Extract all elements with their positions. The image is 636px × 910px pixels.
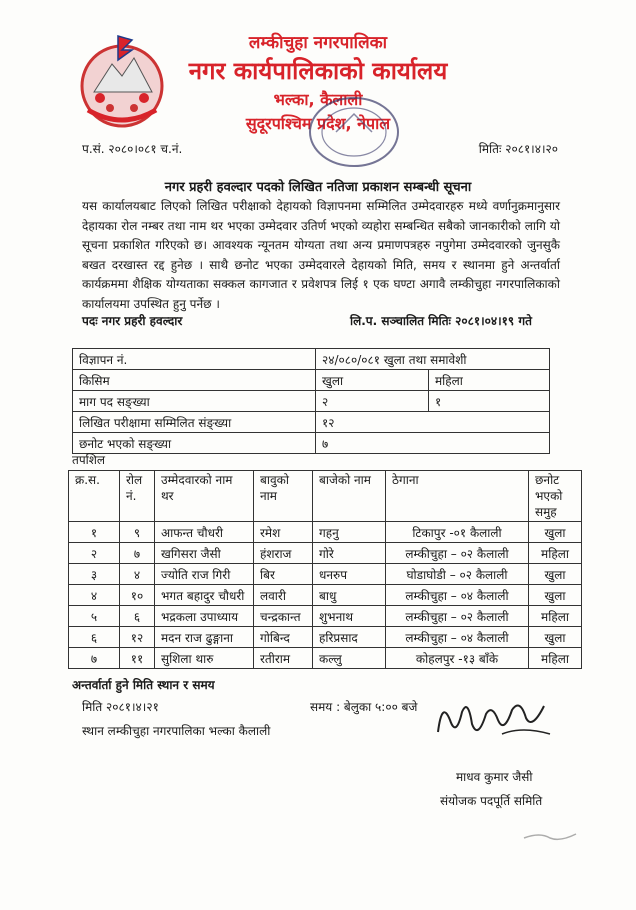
table-cell: १२ xyxy=(120,627,155,648)
table-cell: खगिसरा जैसी xyxy=(155,543,254,564)
info-label: विज्ञापन नं. xyxy=(73,349,316,370)
interview-title: अन्तर्वार्ता हुने मिति स्थान र समय xyxy=(72,678,215,692)
table-cell: गोरे xyxy=(313,543,386,564)
vacancy-info-table xyxy=(72,348,550,454)
table-cell: ७ xyxy=(120,543,155,564)
table-cell: हंशराज xyxy=(254,543,313,564)
table-cell: हरिप्रसाद xyxy=(313,627,386,648)
info-value: खुला xyxy=(316,370,429,391)
info-value: १ xyxy=(429,391,550,412)
table-row xyxy=(69,522,582,543)
info-value: २ xyxy=(316,391,429,412)
info-value: १२ xyxy=(316,412,550,433)
table-cell: भद्रकला उपाध्याय xyxy=(155,606,254,627)
details-label: तपशिल xyxy=(72,453,106,467)
signatory-name: माधव कुमार जैसी xyxy=(456,770,533,784)
info-label: छनोट भएको सङ्ख्या xyxy=(73,433,316,454)
table-cell: चन्द्रकान्त xyxy=(254,606,313,627)
table-cell: लम्कीचुहा – ०२ कैलाली xyxy=(386,543,529,564)
notice-title: नगर प्रहरी हवल्दार पदको लिखित नतिजा प्रकाशन सम्बन्धी सूचना xyxy=(164,180,472,195)
table-row xyxy=(69,606,582,627)
table-row xyxy=(69,564,582,585)
table-cell: १० xyxy=(120,585,155,606)
table-cell: ४ xyxy=(69,585,120,606)
table-cell: बिर xyxy=(254,564,313,585)
col-header: उम्मेदवारको नाम थर xyxy=(155,471,254,522)
table-cell: ५ xyxy=(69,606,120,627)
info-label: लिखित परीक्षामा सम्मिलित संङ्ख्या xyxy=(73,412,316,433)
table-cell: २ xyxy=(69,543,120,564)
table-cell: महिला xyxy=(529,648,582,669)
table-row xyxy=(73,433,550,454)
table-cell: ९ xyxy=(120,522,155,543)
candidates-table xyxy=(68,470,582,669)
col-header: ठेगाना xyxy=(386,471,529,522)
table-row xyxy=(69,648,582,669)
office-name: नगर कार्यपालिकाको कार्यालय xyxy=(188,57,448,85)
table-cell: शुभनाथ xyxy=(313,606,386,627)
table-row xyxy=(69,543,582,564)
table-cell: भगत बहादुर चौधरी xyxy=(155,585,254,606)
interview-date: मिति २०८१।४।२१ xyxy=(82,700,159,714)
info-label: माग पद सङ्ख्या xyxy=(73,391,316,412)
table-cell: ४ xyxy=(120,564,155,585)
info-value: ७ xyxy=(316,433,550,454)
info-label: किसिम xyxy=(73,370,316,391)
table-header-row xyxy=(69,471,582,522)
reference-number: प.सं. २०८०।०८१ च.नं. xyxy=(82,142,183,156)
table-cell: खुला xyxy=(529,585,582,606)
info-value: महिला xyxy=(429,370,550,391)
col-header: बावुको नाम xyxy=(254,471,313,522)
table-cell: कोहलपुर -१३ बाँके xyxy=(386,648,529,669)
col-header: क्र.स. xyxy=(69,471,120,522)
table-cell: कल्लु xyxy=(313,648,386,669)
table-cell: ३ xyxy=(69,564,120,585)
interview-time: समय : बेलुका ५:०० बजे xyxy=(310,700,418,714)
org-name: लम्कीचुहा नगरपालिका xyxy=(248,33,388,53)
table-row xyxy=(69,627,582,648)
col-header: रोल नं. xyxy=(120,471,155,522)
table-row xyxy=(73,349,550,370)
table-cell: खुला xyxy=(529,564,582,585)
table-cell: टिकापुर -०१ कैलाली xyxy=(386,522,529,543)
table-cell: लवारी xyxy=(254,585,313,606)
table-cell: रतीराम xyxy=(254,648,313,669)
col-header: बाजेको नाम xyxy=(313,471,386,522)
table-cell: मदन राज ढुङ्गाना xyxy=(155,627,254,648)
table-cell: ज्योति राज गिरी xyxy=(155,564,254,585)
table-cell: ६ xyxy=(120,606,155,627)
post-label: पदः नगर प्रहरी हवल्दार xyxy=(82,314,183,328)
table-cell: गहनु xyxy=(313,522,386,543)
office-location: भल्का, कैलाली xyxy=(273,90,363,109)
table-row xyxy=(73,370,550,391)
table-cell: १ xyxy=(69,522,120,543)
faint-mark-icon xyxy=(520,826,580,846)
table-cell: घोडाघोडी – ०२ कैलाली xyxy=(386,564,529,585)
signatory-title: संयोजक पदपूर्ति समिति xyxy=(440,794,543,808)
table-cell: धनरुप xyxy=(313,564,386,585)
signature-icon xyxy=(432,690,562,750)
table-cell: ६ xyxy=(69,627,120,648)
table-cell: ११ xyxy=(120,648,155,669)
table-cell: महिला xyxy=(529,543,582,564)
table-cell: खुला xyxy=(529,627,582,648)
issue-date: मितिः २०८१।४।२० xyxy=(478,142,558,156)
info-value: २४/०८०/०८१ खुला तथा समावेशी xyxy=(316,349,550,370)
table-cell: लम्कीचुहा – ०४ कैलाली xyxy=(386,585,529,606)
table-row xyxy=(73,391,550,412)
col-header: छनोट भएको समुह xyxy=(529,471,582,522)
table-cell: बाधु xyxy=(313,585,386,606)
office-stamp-icon xyxy=(306,92,402,172)
exam-date: लि.प. सञ्चालित मितिः २०८१।०४।१९ गते xyxy=(350,314,532,328)
table-cell: ७ xyxy=(69,648,120,669)
notice-body: यस कार्यालयबाट लिएको लिखित परीक्षाको देहायको विज्ञापनमा सम्मिलित उम्मेदवारहरु मध्ये वर्णानुक्रमानुसार देहायका रोल नम्बर तथा नाम थर भएका उम्मेदवार उतिर्ण भएको व्यहोरा सम्बन्धित सबैको जानकारीको लागि यो सूचना प्रकाशित गरिएको छ। आवश्यक न्यूनतम योग्यता तथा अन्य प्रमाणपत्रहरु नपुगेमा उम्मेदवारको जुनसुकै बखत दरखास्त रद्द हुनेछ । साथै छनोट भएका उम्मेदवारले देहायको मिति, समय र स्थानमा हुने अन्तर्वार्ता कार्यक्रममा शैक्षिक योग्यताका सक्कल कागजात र प्रवेशपत्र लिई १ एक घण्टा अगावै लम्कीचुहा नगरपालिकाको कार्यालयमा उपस्थित हुनु पर्नेछ । xyxy=(82,199,560,311)
table-cell: लम्कीचुहा – ०४ कैलाली xyxy=(386,627,529,648)
table-cell: खुला xyxy=(529,522,582,543)
table-cell: लम्कीचुहा – ०२ कैलाली xyxy=(386,606,529,627)
table-cell: महिला xyxy=(529,606,582,627)
table-row xyxy=(73,412,550,433)
table-cell: आफन्त चौधरी xyxy=(155,522,254,543)
table-row xyxy=(69,585,582,606)
province-name: सुदूरपश्चिम प्रदेश, नेपाल xyxy=(245,114,391,133)
interview-place: स्थान लम्कीचुहा नगरपालिका भल्का कैलाली xyxy=(82,724,271,738)
table-cell: गोबिन्द xyxy=(254,627,313,648)
table-cell: रमेश xyxy=(254,522,313,543)
table-cell: सुशिला थारु xyxy=(155,648,254,669)
